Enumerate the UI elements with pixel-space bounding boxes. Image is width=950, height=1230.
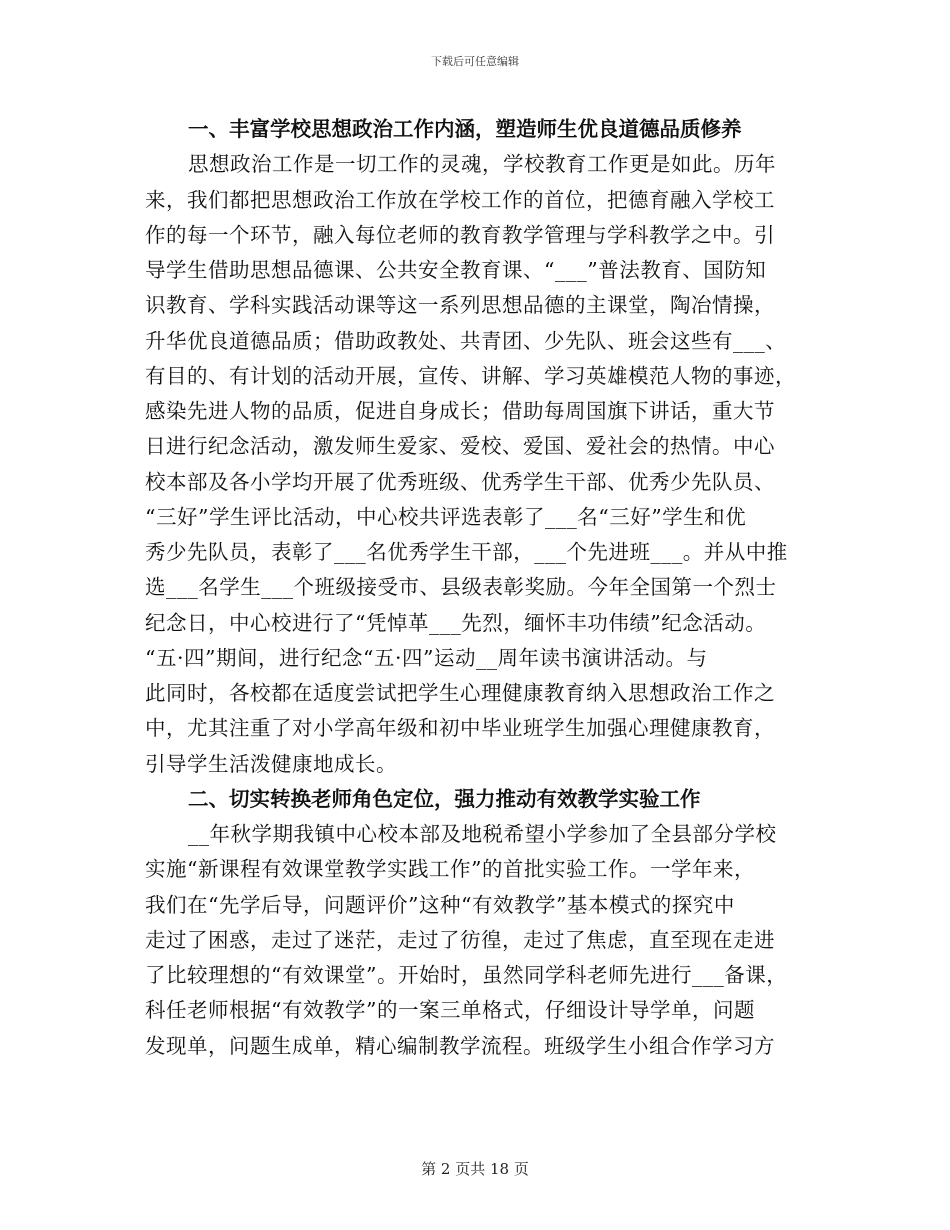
page-number-footer: 第 2 页共 18 页 bbox=[421, 1160, 529, 1178]
paragraph-line: 作的每一个环节，融入每位老师的教育教学管理与学科教学之中。引 bbox=[145, 223, 775, 247]
paragraph-line: 校本部及各小学均开展了优秀班级、优秀学生干部、优秀少先队员、 bbox=[145, 470, 775, 494]
paragraph-line: 思想政治工作是一切工作的灵魂，学校教育工作更是如此。历年 bbox=[188, 152, 776, 176]
paragraph-line: 中，尤其注重了对小学高年级和初中毕业班学生加强心理健康教育， bbox=[145, 716, 775, 740]
paragraph-line: 来，我们都把思想政治工作放在学校工作的首位，把德育融入学校工 bbox=[145, 188, 775, 212]
paragraph-line: 我们在“先学后导，问题评价”这种“有效教学”基本模式的探究中 bbox=[145, 893, 735, 917]
paragraph-line: 了比较理想的“有效课堂”。开始时，虽然同学科老师先进行___备课， bbox=[145, 963, 788, 987]
paragraph-line: 升华优良道德品质；借助政教处、共青团、少先队、班会这些有___、 bbox=[145, 329, 787, 353]
paragraph-line: 选___名学生___个班级接受市、县级表彰奖励。今年全国第一个烈士 bbox=[145, 575, 777, 599]
paragraph-line: 日进行纪念活动，激发师生爱家、爱校、爱国、爱社会的热情。中心 bbox=[145, 434, 775, 458]
paragraph-line: 秀少先队员，表彰了___名优秀学生干部，___个先进班___。并从中推 bbox=[145, 540, 788, 564]
paragraph-line: 识教育、学科实践活动课等这一系列思想品德的主课堂，陶冶情操， bbox=[145, 293, 775, 317]
paragraph-line: 有目的、有计划的活动开展，宣传、讲解、学习英雄模范人物的事迹， bbox=[145, 364, 796, 388]
paragraph-line: “五·四”期间，进行纪念“五·四”运动__周年读书演讲活动。与 bbox=[145, 646, 708, 670]
page-header: 下载后可任意编辑 bbox=[431, 55, 519, 68]
paragraph-line: 纪念日，中心校进行了“凭悼革___先烈，缅怀丰功伟绩”纪念活动。 bbox=[145, 611, 767, 635]
paragraph-line: “三好”学生评比活动，中心校共评选表彰了___名“三好”学生和优 bbox=[145, 505, 747, 529]
paragraph-line: 发现单，问题生成单，精心编制教学流程。班级学生小组合作学习方 bbox=[145, 1034, 775, 1058]
paragraph-line: 此同时，各校都在适度尝试把学生心理健康教育纳入思想政治工作之 bbox=[145, 681, 775, 705]
paragraph-line: __年秋学期我镇中心校本部及地税希望小学参加了全县部分学校 bbox=[188, 822, 777, 846]
paragraph-line: 科任老师根据“有效教学”的一案三单格式，仔细设计导学单，问题 bbox=[145, 998, 755, 1022]
paragraph-line: 走过了困惑，走过了迷茫，走过了彷徨，走过了焦虑，直至现在走进 bbox=[145, 928, 775, 952]
paragraph-line: 实施“新课程有效课堂教学实践工作”的首批实验工作。一学年来， bbox=[145, 857, 755, 881]
paragraph-line: 导学生借助思想品德课、公共安全教育课、“___”普法教育、国防知 bbox=[145, 258, 767, 282]
paragraph-line: 引导学生活泼健康地成长。 bbox=[145, 752, 397, 776]
section-heading-1: 一、丰富学校思想政治工作内涵，塑造师生优良道德品质修养 bbox=[188, 117, 742, 141]
section-heading-2: 二、切实转换老师角色定位，强力推动有效教学实验工作 bbox=[188, 787, 701, 811]
paragraph-line: 感染先进人物的品质，促进自身成长；借助每周国旗下讲话，重大节 bbox=[145, 399, 775, 423]
